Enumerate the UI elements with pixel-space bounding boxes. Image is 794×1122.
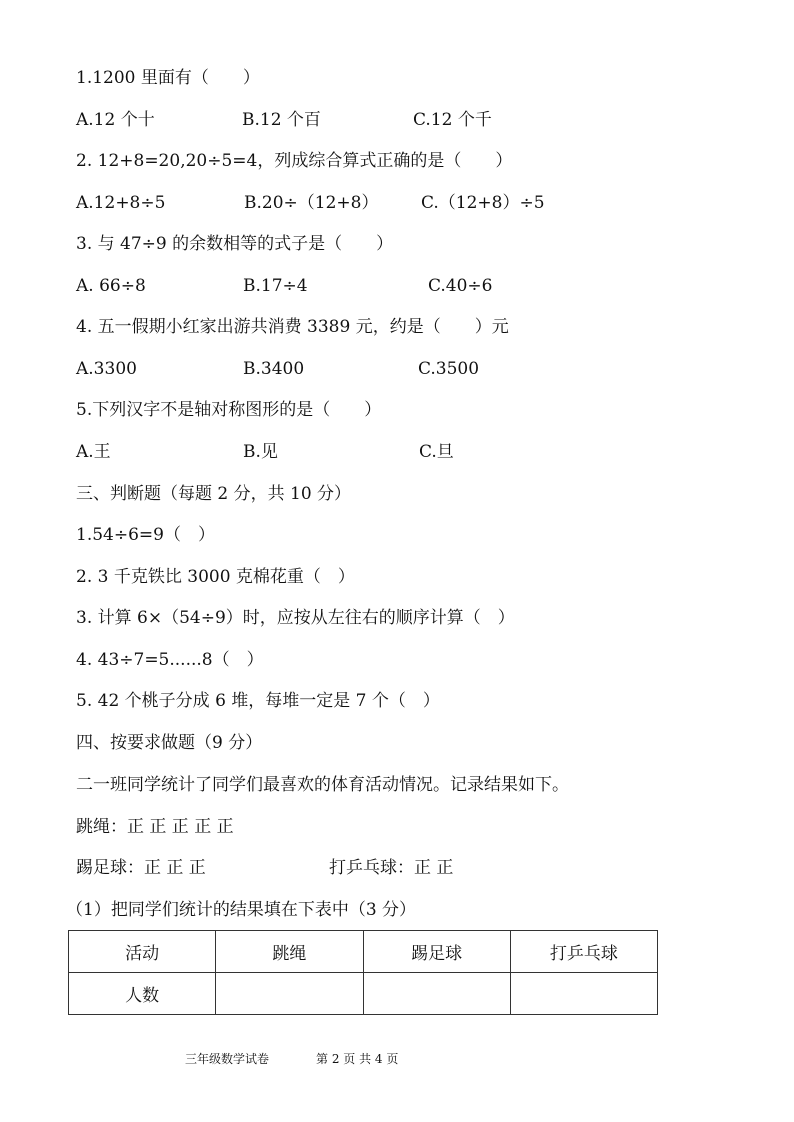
option-a: A.王 [76,442,111,462]
section-heading: 四、按要求做题（9 分） [76,733,263,753]
table-header-cell: 跳绳 [216,931,363,973]
judge-item-4: 4. 43÷7=5......8（ ） [76,650,264,670]
option-a: A.12+8÷5 [76,193,166,213]
judge-item-5: 5. 42 个桃子分成 6 堆，每堆一定是 7 个（ ） [76,691,440,711]
tally-ping-pong: 打乒乓球：正 正 [329,858,454,878]
option-c: C.旦 [419,442,454,462]
option-a: A. 66÷8 [76,276,146,296]
tally-football: 踢足球：正 正 正 [76,858,206,878]
question-stem: 4. 五一假期小红家出游共消费 3389 元，约是（ ）元 [76,317,509,337]
answer-cell-football[interactable] [363,973,510,1015]
section-heading: 三、判断题（每题 2 分，共 10 分） [76,484,352,504]
table-header-cell: 活动 [69,931,216,973]
question-stem: 5.下列汉字不是轴对称图形的是（ ） [76,400,382,420]
option-b: B.17÷4 [243,276,308,296]
section-intro: 二一班同学统计了同学们最喜欢的体育活动情况。记录结果如下。 [76,775,569,795]
judge-item-3: 3. 计算 6×（54÷9）时，应按从左往右的顺序计算（ ） [76,608,515,628]
option-c: C.40÷6 [428,276,493,296]
table-header-cell: 踢足球 [363,931,510,973]
judge-item-1: 1.54÷6=9（ ） [76,525,215,545]
question-stem: 3. 与 47÷9 的余数相等的式子是（ ） [76,234,394,254]
sub-question-1: （1）把同学们统计的结果填在下表中（3 分） [66,900,417,920]
option-a: A.12 个十 [76,110,155,130]
answer-cell-ping-pong[interactable] [510,973,657,1015]
judge-item-2: 2. 3 千克铁比 3000 克棉花重（ ） [76,567,355,587]
table-row-label: 人数 [69,973,216,1015]
option-b: B.20÷（12+8） [244,193,379,213]
question-stem: 1.1200 里面有（ ） [76,68,260,88]
table-row [69,973,658,1015]
table-header-row [69,931,658,973]
option-b: B.12 个百 [242,110,321,130]
tally-jump-rope: 跳绳：正 正 正 正 正 [76,817,234,837]
table-header-cell: 打乒乓球 [510,931,657,973]
footer-page-number: 第 2 页 共 4 页 [316,1052,399,1066]
option-a: A.3300 [76,359,137,379]
question-stem: 2. 12+8=20,20÷5=4，列成综合算式正确的是（ ） [76,151,513,171]
option-c: C.3500 [418,359,480,379]
activity-table [68,930,658,1015]
footer-title: 三年级数学试卷 [185,1052,270,1066]
answer-cell-jump-rope[interactable] [216,973,363,1015]
option-b: B.3400 [243,359,305,379]
option-c: C.12 个千 [413,110,492,130]
option-b: B.见 [243,442,278,462]
option-c: C.（12+8）÷5 [421,193,545,213]
